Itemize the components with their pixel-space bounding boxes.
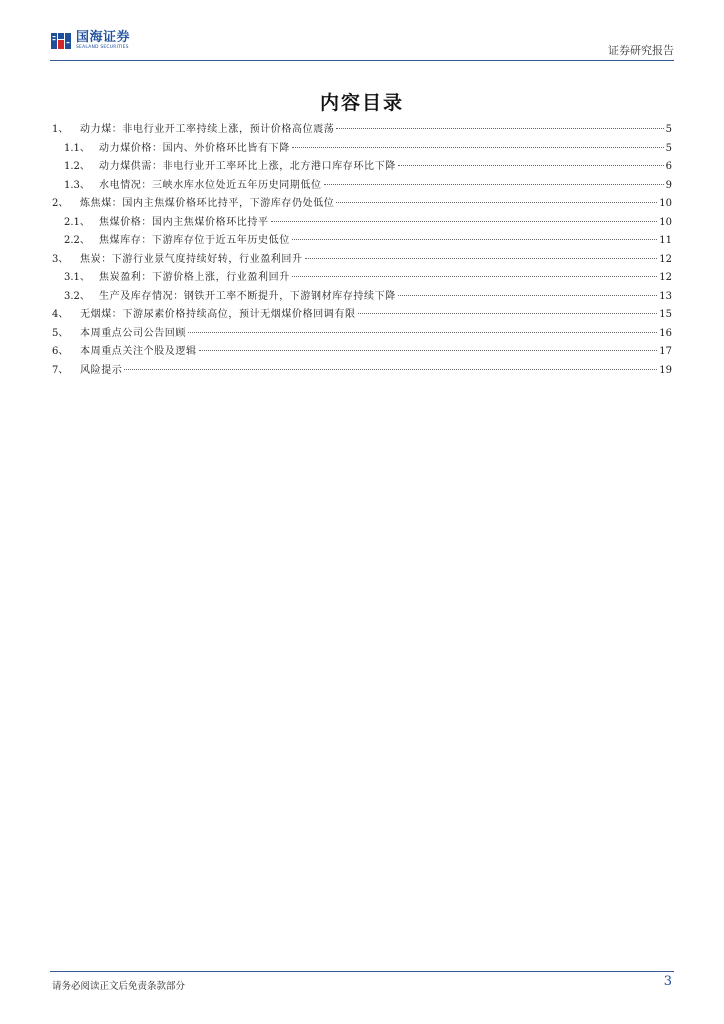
toc-entry-page[interactable]: 10	[659, 198, 672, 209]
toc-entry-number: 1.3、	[64, 179, 90, 191]
toc-entry[interactable]	[52, 231, 672, 250]
toc-heading: 内容目录	[319, 92, 404, 114]
toc-entry-number: 1、	[52, 124, 69, 135]
company-logo	[50, 30, 130, 52]
toc-entry-page[interactable]: 16	[659, 327, 672, 339]
toc-entry-number: 2.1、	[64, 216, 90, 228]
toc-entry-page[interactable]: 13	[659, 290, 672, 302]
toc-entry-title[interactable]: 动力煤供需：非电行业开工率环比上涨，北方港口库存环比下降	[99, 161, 396, 172]
toc-leader-dots	[336, 128, 663, 129]
toc-entry-number: 3.1、	[64, 272, 90, 283]
toc-entry[interactable]	[52, 361, 672, 380]
toc-entry[interactable]	[52, 194, 672, 213]
footer-divider	[50, 971, 674, 972]
toc-leader-dots	[336, 202, 657, 203]
toc-leader-dots	[292, 239, 657, 240]
toc-entry[interactable]	[52, 342, 672, 361]
page-header	[50, 28, 674, 60]
toc-leader-dots	[292, 276, 657, 277]
toc-entry-title[interactable]: 无烟煤：下游尿素价格持续高位，预计无烟煤价格回调有限	[80, 309, 356, 320]
toc-entry-number: 3.2、	[64, 290, 90, 302]
report-type-label: 证券研究报告	[608, 44, 674, 57]
toc-entry-title[interactable]: 风险提示	[80, 364, 123, 376]
toc-leader-dots	[271, 221, 658, 222]
toc-entry-title[interactable]: 生产及库存情况：钢铁开工率不断提升，下游钢材库存持续下降	[99, 290, 396, 302]
toc-entry[interactable]	[52, 157, 672, 176]
header-divider	[50, 60, 674, 61]
toc-entry-page[interactable]: 12	[659, 272, 672, 283]
table-of-contents	[52, 120, 672, 379]
toc-leader-dots	[292, 147, 664, 148]
toc-entry-number: 6、	[52, 346, 69, 357]
toc-entry[interactable]	[52, 324, 672, 343]
toc-entry-title[interactable]: 本周重点关注个股及逻辑	[80, 346, 197, 357]
toc-entry-title[interactable]: 炼焦煤：国内主焦煤价格环比持平，下游库存仍处低位	[80, 198, 335, 209]
toc-entry[interactable]	[52, 176, 672, 195]
toc-leader-dots	[398, 295, 657, 296]
toc-entry-title[interactable]: 焦炭盈利：下游价格上涨，行业盈利回升	[99, 272, 290, 283]
toc-entry-number: 2.2、	[64, 235, 90, 246]
toc-entry-title[interactable]: 动力煤：非电行业开工率持续上涨，预计价格高位震荡	[80, 124, 335, 135]
toc-entry[interactable]	[52, 268, 672, 287]
toc-leader-dots	[305, 258, 658, 259]
disclaimer-note: 请务必阅读正文后免责条款部分	[52, 981, 186, 992]
toc-entry-title[interactable]: 动力煤价格：国内、外价格环比皆有下降	[99, 142, 290, 154]
toc-entry-title[interactable]: 水电情况：三峡水库水位处近五年历史同期低位	[99, 179, 322, 191]
toc-entry-page[interactable]: 17	[659, 346, 672, 357]
toc-entry-number: 7、	[52, 364, 69, 376]
toc-entry-page[interactable]: 11	[659, 235, 672, 246]
toc-entry[interactable]	[52, 305, 672, 324]
toc-leader-dots	[199, 350, 658, 351]
toc-entry-number: 1.1、	[64, 142, 90, 154]
toc-entry-title[interactable]: 本周重点公司公告回顾	[80, 327, 186, 339]
toc-entry-title[interactable]: 焦炭：下游行业景气度持续好转，行业盈利回升	[80, 253, 303, 265]
toc-leader-dots	[124, 369, 657, 370]
toc-entry-page[interactable]: 10	[659, 216, 672, 228]
toc-entry-page[interactable]: 5	[665, 124, 672, 135]
toc-leader-dots	[188, 332, 657, 333]
toc-entry-title[interactable]: 焦煤价格：国内主焦煤价格环比持平	[99, 216, 269, 228]
toc-entry-number: 2、	[52, 198, 69, 209]
logo-wordmark: 国海证券	[76, 30, 131, 46]
toc-entry[interactable]	[52, 250, 672, 269]
toc-leader-dots	[324, 184, 664, 185]
logo-subtext: SEALAND SECURITIES	[76, 45, 129, 51]
toc-leader-dots	[398, 165, 664, 166]
page-number: 3	[663, 974, 672, 989]
toc-entry-page[interactable]: 9	[665, 179, 672, 191]
sealand-logo-icon	[50, 30, 72, 52]
toc-entry-page[interactable]: 6	[665, 161, 672, 172]
toc-entry-page[interactable]: 5	[665, 142, 672, 154]
toc-entry[interactable]	[52, 120, 672, 139]
toc-entry-number: 3、	[52, 253, 69, 265]
toc-entry-page[interactable]: 12	[659, 253, 672, 265]
toc-entry[interactable]	[52, 287, 672, 306]
toc-entry-page[interactable]: 15	[659, 309, 672, 320]
toc-entry[interactable]	[52, 213, 672, 232]
toc-leader-dots	[358, 313, 658, 314]
toc-entry-number: 5、	[52, 327, 69, 339]
toc-entry-title[interactable]: 焦煤库存：下游库存位于近五年历史低位	[99, 235, 290, 246]
toc-entry-number: 1.2、	[64, 161, 90, 172]
toc-entry-number: 4、	[52, 309, 69, 320]
toc-entry-page[interactable]: 19	[659, 364, 672, 376]
toc-entry[interactable]	[52, 139, 672, 158]
